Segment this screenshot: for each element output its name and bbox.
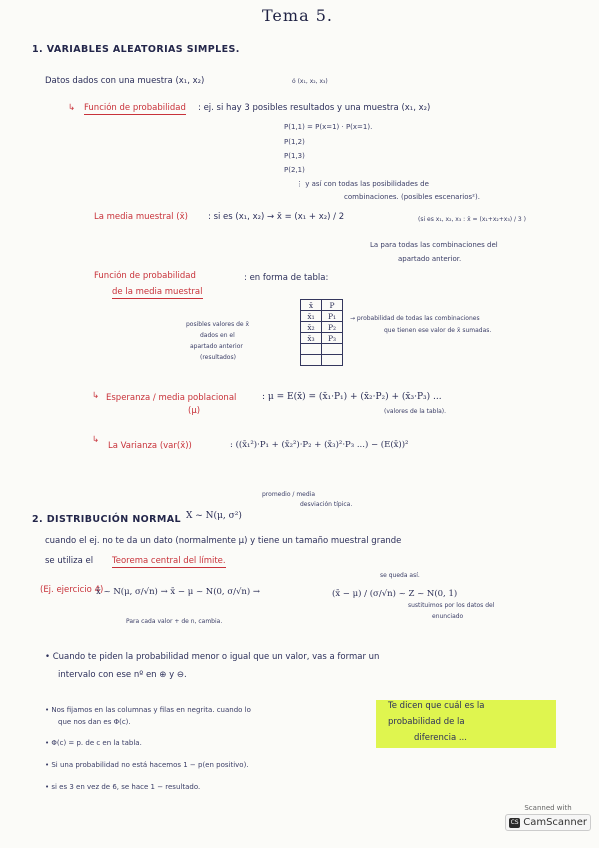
s1-fpm-label2: de la media muestral: [112, 287, 203, 297]
s1-fp-text: : ej. si hay 3 posibles resultados y una muestra (x₁, x₂): [198, 103, 431, 113]
camscanner-logo-icon: CS: [510, 818, 519, 826]
table-left-note: posibles valores de x̄: [186, 321, 250, 328]
s1-esp-formula: : μ = E(x̄) = (x̄₁·P₁) + (x̄₂·P₂) + (x̄₃·P₃) ...: [262, 392, 442, 402]
highlight-line: probabilidad de la: [388, 717, 465, 727]
table-left-note: apartado anterior: [190, 343, 243, 350]
arrow-icon: ↳: [68, 103, 76, 113]
s2-bullet1b: intervalo con ese nº en ⊕ y ⊖.: [58, 670, 187, 680]
s1-fpm-label: Función de probabilidad: [94, 271, 196, 281]
page-title: Tema 5.: [262, 6, 333, 25]
stamp-brand: CamScanner: [523, 817, 587, 828]
s2-eq-under: Para cada valor + de n, cambia.: [126, 618, 223, 625]
s1-mean-note2: apartado anterior.: [398, 255, 462, 263]
table-right-note: → probabilidad de todas las combinaciones: [350, 315, 480, 322]
table-cell: P₁: [322, 311, 343, 322]
s2-bullet2b: que nos dan es Φ(c).: [58, 718, 131, 726]
s2-line2a: se utiliza el: [45, 556, 94, 566]
stamp-caption: Scanned with: [524, 804, 572, 812]
s2-formula: X ~ N(μ, σ²): [186, 511, 242, 521]
table-cell: x̄₁: [301, 311, 322, 322]
table-cell: x̄: [301, 300, 322, 311]
s2-note-top: promedio / media: [262, 491, 316, 498]
s1-fp-line: P(1,2): [284, 138, 305, 146]
s1-fp-line: P(2,1): [284, 166, 305, 174]
section-1-title: 1. VARIABLES ALEATORIAS SIMPLES.: [32, 44, 240, 55]
highlight-line: diferencia ...: [414, 733, 467, 743]
s2-bullet3: • Φ(c) = p. de c en la tabla.: [45, 739, 142, 747]
s2-bullet5: • si es 3 en vez de 6, se hace 1 − resultado.: [45, 783, 201, 791]
s1-fpm-text: : en forma de tabla:: [244, 273, 329, 283]
s1-fp-line: P(1,3): [284, 152, 305, 160]
s2-line2b: Teorema central del límite.: [112, 556, 226, 566]
s2-ej: (Ej. ejercicio 4): [40, 585, 104, 595]
arrow-icon: ↳: [92, 435, 100, 445]
s1-esp-note: (valores de la tabla).: [384, 408, 447, 415]
table-cell: [322, 355, 343, 366]
section-2-title: 2. DISTRIBUCIÓN NORMAL: [32, 514, 181, 525]
s1-esp-label: Esperanza / media poblacional: [106, 393, 237, 403]
highlight-line: Te dicen que cuál es la: [388, 701, 485, 711]
s2-bullet4: • Si una probabilidad no está hacemos 1 − p(en positivo).: [45, 761, 249, 769]
s2-bullet2: • Nos fijamos en las columnas y filas en negrita. cuando lo: [45, 706, 251, 714]
table-cell: [301, 355, 322, 366]
s1-mean-label: La media muestral (x̄): [94, 212, 188, 222]
s1-var-formula: : ((x̄₁²)·P₁ + (x̄₂²)·P₂ + (x̄₃)²·P₃ ...) − (E(x̄))²: [230, 440, 409, 450]
s2-eq1: x̄ ~ N(μ, σ/√n) → x̄ − μ ~ N(0, σ/√n) →: [96, 587, 261, 597]
table-cell: [322, 344, 343, 355]
s1-fp-label: Función de probabilidad: [84, 103, 186, 113]
table-right-note: que tienen ese valor de x̄ sumadas.: [384, 327, 492, 334]
s1-var-label: La Varianza (var(x̄)): [108, 441, 192, 451]
table-left-note: dados en el: [200, 332, 235, 339]
s1-fp-etc: ⋮ y así con todas las posibilidades de: [296, 180, 429, 188]
s2-eq-note-top: se queda así.: [380, 572, 420, 579]
s2-line1: cuando el ej. no te da un dato (normalmente μ) y tiene un tamaño muestral grande: [45, 536, 402, 546]
table-cell: x̄₃: [301, 333, 322, 344]
s2-note-dev: desviación típica.: [300, 501, 353, 508]
table-left-note: (resultados): [200, 354, 236, 361]
stamp-badge: [505, 814, 591, 831]
s1-intro: Datos dados con una muestra (x₁, x₂): [45, 76, 205, 86]
s1-fp-line: P(1,1) = P(x=1) · P(x=1).: [284, 123, 373, 131]
s1-mean-alt: (si es x₁, x₂, x₃ : x̄ = (x₁+x₂+x₃) / 3 ): [418, 216, 526, 223]
arrow-icon: ↳: [92, 391, 100, 401]
table-cell: P: [322, 300, 343, 311]
table-cell: P₂: [322, 322, 343, 333]
camscanner-stamp: [505, 804, 591, 831]
s1-intro-alt: ó (x₁, x₂, x₃): [292, 78, 328, 85]
table-cell: x̄₂: [301, 322, 322, 333]
probability-table: [300, 299, 343, 366]
s2-eq-note: sustituimos por los datos del: [408, 602, 495, 609]
table-cell: P₃: [322, 333, 343, 344]
s2-bullet1: • Cuando te piden la probabilidad menor o igual que un valor, vas a formar un: [45, 652, 380, 662]
s2-eq-note2: enunciado: [432, 613, 464, 620]
s1-fp-etc2: combinaciones. (posibles escenarios²).: [344, 193, 480, 201]
table-cell: [301, 344, 322, 355]
s2-eq2: (x̄ − μ) / (σ/√n) ~ Z ~ N(0, 1): [332, 589, 458, 599]
s1-mean-text: : si es (x₁, x₂) → x̄ = (x₁ + x₂) / 2: [208, 212, 345, 222]
s1-esp-mu: (μ): [188, 406, 201, 416]
s1-mean-note: La para todas las combinaciones del: [370, 241, 498, 249]
